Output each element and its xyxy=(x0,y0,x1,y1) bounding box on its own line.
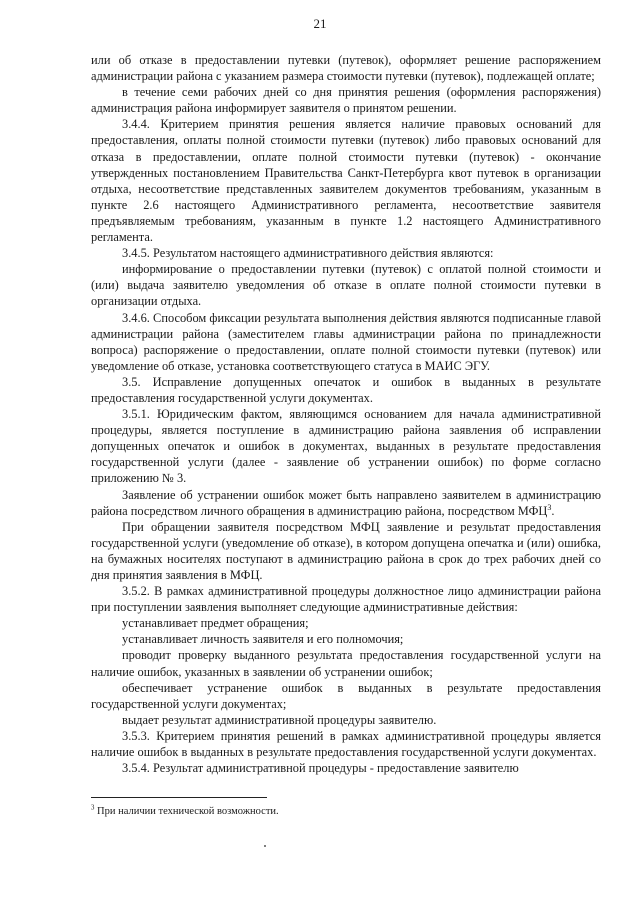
paragraph: 3.4.6. Способом фиксации результата выполнения действия являются подписанные главой администрации района (заместителем главы администрации района по принадлежности вопроса) распоряжение о предоставлении, оплате полной стоимости путевки (путевок) или уведомление об отказе, установка соответствующего статуса в МАИС ЭГУ. xyxy=(91,310,601,373)
paragraph: 3.4.4. Критерием принятия решения является наличие правовых оснований для предоставления, оплаты полной стоимости путевки (путевок) либо правовых оснований для отказа в предоставлении, оплате полной стоимости путевки (путевок) - окончание утвержденных постановлением Правительства Санкт-Петербурга квот путевок в организации отдыха, несоответствие представленных заявителем документов требованиям, указанным в пункте 2.6 настоящего Административного регламента, несоответствие заявителя предъявляемым требованиям, указанным в пункте 1.2 настоящего Административного регламента. xyxy=(91,117,601,245)
list-item: устанавливает предмет обращения; xyxy=(122,616,309,631)
paragraph: При обращении заявителя посредством МФЦ заявление и результат предоставления государственной услуги (уведомление об отказе), в котором допущена опечатка и (или) ошибка, на бумажных носителях поступают в администрацию района в срок до трех рабочих дней со дня принятия заявления в МФЦ. xyxy=(91,519,601,582)
list-item: обеспечивает устранение ошибок в выданных в результате предоставления государственной услуги документах; xyxy=(91,680,601,711)
footnote-reference: 3 xyxy=(547,502,552,512)
list-item: проводит проверку выданного результата предоставления государственной услуги на наличие ошибок, указанных в заявлении об устранении ошибок; xyxy=(91,648,601,679)
paragraph-text: Заявление об устранении ошибок может быть направлено заявителем в администрацию района посредством личного обращения в администрацию района, посредством МФЦ xyxy=(91,487,601,518)
footnote-text: При наличии технической возможности. xyxy=(97,806,279,817)
scan-speck xyxy=(264,845,266,847)
paragraph: или об отказе в предоставлении путевки (путевок), оформляет решение распоряжением администрации района с указанием размера стоимости путевки (путевок), подлежащей оплате; xyxy=(91,53,601,84)
body-text xyxy=(91,52,601,776)
section-heading: 3.5. Исправление допущенных опечаток и ошибок в выданных в результате предоставления государственной услуги документах. xyxy=(91,374,601,405)
paragraph: 3.5.2. В рамках административной процедуры должностное лицо администрации района при поступлении заявления выполняет следующие административные действия: xyxy=(91,584,601,615)
footnote-marker: 3 xyxy=(91,804,95,812)
paragraph xyxy=(91,487,601,519)
paragraph: 3.4.5. Результатом настоящего административного действия являются: xyxy=(122,246,494,261)
page-number: 21 xyxy=(313,16,327,31)
footnote-divider xyxy=(91,797,267,798)
paragraph: в течение семи рабочих дней со дня принятия решения (оформления распоряжения) администрация района информирует заявителя о принятом решении. xyxy=(91,85,601,116)
paragraph-end: . xyxy=(551,503,555,518)
list-item: устанавливает личность заявителя и его полномочия; xyxy=(122,632,404,647)
list-item: выдает результат административной процедуры заявителю. xyxy=(122,712,437,727)
paragraph: информирование о предоставлении путевки (путевок) с оплатой полной стоимости и (или) выдача заявителю уведомления об отказе в оплате полной стоимости путевки в организации отдыха. xyxy=(91,262,601,309)
paragraph: 3.5.4. Результат административной процедуры - предоставление заявителю xyxy=(122,761,519,776)
footnote xyxy=(91,805,601,818)
paragraph: 3.5.1. Юридическим фактом, являющимся основанием для начала административной процедуры, является поступление в администрацию района заявления об исправлении допущенных опечаток и ошибок в документах, выданных в результате предоставления государственной услуги (далее - заявление об устранении ошибок) по форме согласно приложению № 3. xyxy=(91,407,601,486)
paragraph: 3.5.3. Критерием принятия решений в рамках административной процедуры является наличие ошибок в выданных в результате предоставления государственной услуги документах. xyxy=(91,728,601,760)
